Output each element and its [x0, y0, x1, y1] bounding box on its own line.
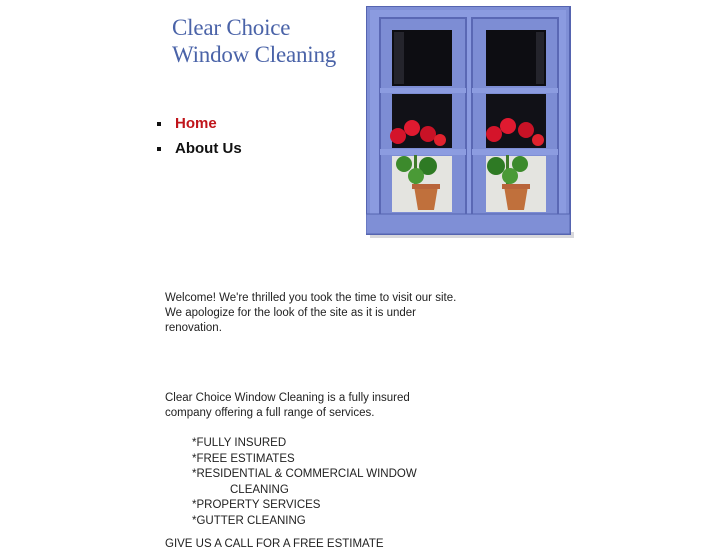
nav-link-about[interactable]: About Us: [175, 140, 242, 157]
about-paragraph: Clear Choice Window Cleaning is a fully insured company offering a full range of services.: [165, 392, 410, 419]
nav-link-home[interactable]: Home: [175, 115, 217, 132]
window-flowers-image: [366, 6, 574, 238]
nav-item-home: [157, 113, 242, 138]
welcome-paragraph: Welcome! We're thrilled you took the time to visit our site. We apologize for the look of the site as it is under renovation.: [165, 292, 457, 334]
bullet-icon: [157, 147, 161, 151]
site-logo[interactable]: [172, 14, 336, 68]
call-to-action: GIVE US A CALL FOR A FREE ESTIMATE: [165, 538, 384, 550]
list-item: *FREE ESTIMATES: [192, 452, 295, 465]
nav-item-about: [157, 138, 242, 163]
bullet-icon: [157, 122, 161, 126]
logo-line-2: Window Cleaning: [172, 42, 337, 67]
list-item: *PROPERTY SERVICES: [192, 499, 321, 511]
logo-line-1: Clear Choice: [172, 15, 291, 40]
list-item: *FULLY INSURED: [192, 437, 287, 449]
main-nav: [157, 113, 242, 163]
list-item: *RESIDENTIAL & COMMERCIAL WINDOW CLEANING: [192, 468, 417, 496]
services-list: [192, 436, 417, 529]
list-item: *GUTTER CLEANING: [192, 514, 306, 527]
